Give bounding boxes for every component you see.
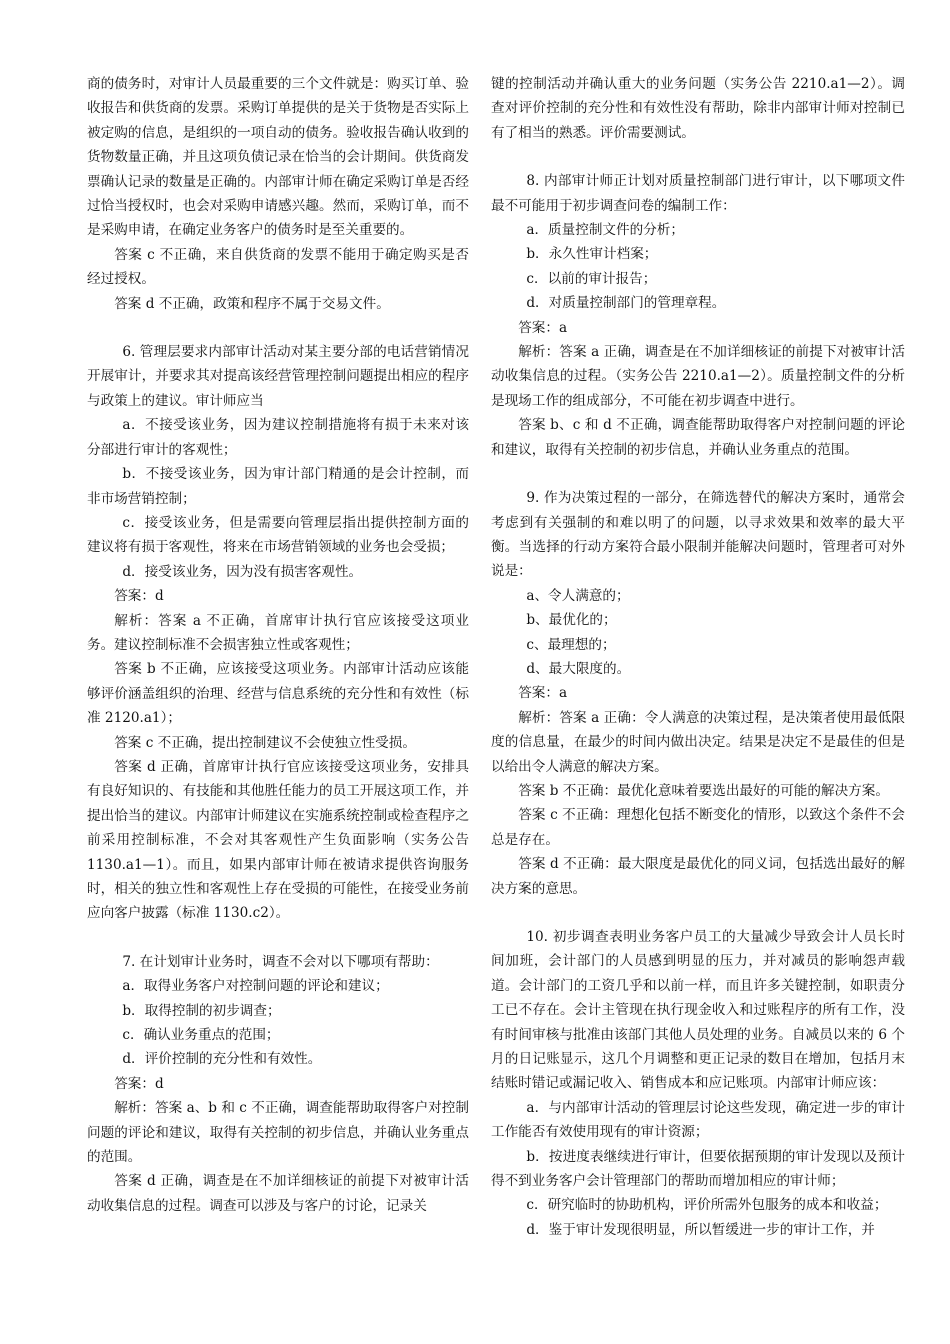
answer: 答案：a [518,319,568,336]
explanation: 答案 b、c 和 d 不正确，调查能帮助取得客户对控制问题的评论和建议，取得有关控制的初步信息，并确认业务重点的范围。 [491,417,905,458]
option-a: a．与内部审计活动的管理层讨论这些发现，确定进一步的审计工作能否有效使用现有的审计资源； [491,1099,905,1141]
option-a: a．取得业务客户对控制问题的评论和建议； [122,978,389,995]
explanation: 答案 d 正确，调查是在不加详细核证的前提下对被审计活动收集信息的过程。调查可以涉及与客户的讨论，记录关 [87,1173,469,1214]
explanation: 答案 c 不正确：理想化包括不断变化的情形，以致这个条件不会总是存在。 [491,807,905,848]
explanation: 答案 d 正确，首席审计执行官应该接受这项业务，安排具有良好知识的、有技能和其他胜任能力的员工开展这项工作，并提出恰当的建议。内部审计师建议在实施系统控制或检查程序之前采用控制标准，不会对其客观性产生负面影响（实务公告 1130.a1—1）。而且，如果内部审计师在被请求提供咨询服务时，相关的独立性和客观性上存在受损的可能性，在接受业务前应向客户披露（标准 1130.c2）。 [87,758,469,922]
explanation: 解析：答案 a 正确，调查是在不加详细核证的前提下对被审计活动收集信息的过程。（实务公告 2210.a1—2）。质量控制文件的分析是现场工作的组成部分，不可能在初步调查中进行。 [491,344,905,409]
question-10: 10. 初步调查表明业务客户员工的大量减少导致会计人员长时间加班，会计部门的人员感到明显的压力，并对减员的影响怨声载道。会计部门的工资几乎和以前一样，而且许多关键控制，如职责分工已不存在。会计主管现在执行现金收入和过账程序的所有工作，没有时间审核与批准由该部门其他人员处理的业务。自减员以来的 6 个月的日记账显示，这几个月调整和更正记录的数目在增加，包括月末结账时错记或漏记收入、销售成本和应记账项。内部审计师应该： [491,929,905,1092]
question-9: 9. 作为决策过程的一部分，在筛选替代的解决方案时，通常会考虑到有关强制的和难以明了的问题，以寻求效果和效率的最大平衡。当选择的行动方案符合最小限制并能解决问题时，管理者可对外说是： [491,490,905,580]
question-8: 8. 内部审计师正计划对质量控制部门进行审计，以下哪项文件最不可能用于初步调查问卷的编制工作： [491,173,905,214]
paragraph: 答案 c 不正确，来自供货商的发票不能用于确定购买是否经过授权。 [87,246,469,288]
explanation: 解析：答案 a 不正确，首席审计执行官应该接受这项业务。建议控制标准不会损害独立性或客观性； [87,612,469,653]
option-a: a、令人满意的； [526,587,630,604]
question-6: 6. 管理层要求内部审计活动对某主要分部的电话营销情况开展审计，并要求其对提高该经营管理控制问题提出相应的程序与政策上的建议。审计师应当 [87,344,469,409]
explanation: 解析：答案 a 正确：令人满意的决策过程，是决策者使用最低限度的信息量，在最少的时间内做出决定。结果是决定不是最佳的但是以给出令人满意的解决方案。 [491,709,905,775]
answer: 答案：d [114,1075,164,1092]
spacer [491,145,905,169]
option-b: b、最优化的； [526,612,617,629]
option-c: c．确认业务重点的范围； [122,1027,280,1044]
explanation: 答案 c 不正确，提出控制建议不会使独立性受损。 [114,734,416,751]
explanation: 答案 d 不正确：最大限度是最优化的同义词，包括选出最好的解决方案的意思。 [491,856,905,897]
option-d: d、最大限度的。 [526,660,631,677]
option-b: b．取得控制的初步调查； [122,1002,281,1019]
option-b: b．按进度表继续进行审计，但要依据预期的审计发现以及预计得不到业务客户会计管理部门的帮助而增加相应的审计师； [491,1148,905,1190]
option-c: c．研究临时的协助机构，评价所需外包服务的成本和收益； [526,1197,888,1214]
option-b: b．永久性审计档案； [526,246,658,263]
option-a: a．不接受该业务，因为建议控制措施将有损于未来对该分部进行审计的客观性； [87,417,469,458]
question-7: 7. 在计划审计业务时，调查不会对以下哪项有帮助： [122,953,439,970]
option-d: d．对质量控制部门的管理章程。 [526,295,726,312]
explanation: 答案 b 不正确，应该接受这项业务。内部审计活动应该能够评价涵盖组织的治理、经营与信息系统的充分性和有效性（标准 2120.a1）； [87,661,469,727]
option-d: d．接受该业务，因为没有损害客观性。 [122,563,363,580]
paragraph: 答案 d 不正确，政策和程序不属于交易文件。 [114,295,390,312]
spacer [491,901,905,925]
answer: 答案：a [518,685,568,702]
option-d: d．评价控制的充分性和有效性。 [122,1051,322,1068]
option-a: a．质量控制文件的分析； [526,222,684,239]
paragraph: 商的债务时，对审计人员最重要的三个文件就是：购买订单、验收报告和供货商的发票。采购订单提供的是关于货物是否实际上被定购的信息，是组织的一项自动的债务。验收报告确认收到的货物数量正确，并且这项负债记录在恰当的会计期间。供货商发票确认记录的数量是正确的。内部审计师在确定采购订单是否经过恰当授权时，也会对采购申请感兴趣。然而，采购订单，而不是采购申请，在确定业务客户的债务时是至关重要的。 [87,76,469,239]
explanation: 答案 b 不正确：最优化意味着要选出最好的可能的解决方案。 [518,782,889,799]
spacer [87,926,469,950]
spacer [87,316,469,340]
option-c: c、最理想的； [526,636,616,653]
option-c: c．接受该业务，但是需要向管理层指出提供控制方面的建议将有损于客观性，将来在市场营销领域的业务也会受损； [87,514,469,556]
left-column [87,72,469,1218]
paragraph: 键的控制活动并确认重大的业务问题（实务公告 2210.a1—2）。调查对评价控制的充分性和有效性没有帮助，除非内部审计师对控制已有了相当的熟悉。评价需要测试。 [491,76,905,141]
spacer [491,462,905,486]
option-b: b．不接受该业务，因为审计部门精通的是会计控制，而非市场营销控制； [87,466,469,507]
right-column [491,72,905,1242]
option-c: c．以前的审计报告； [526,270,657,287]
explanation: 解析：答案 a、b 和 c 不正确，调查能帮助取得客户对控制问题的评论和建议，取得有关控制的初步信息，并确认业务重点的范围。 [87,1100,469,1166]
answer: 答案：d [114,588,164,605]
option-d: d．鉴于审计发现很明显，所以暂缓进一步的审计工作，并 [526,1221,875,1238]
